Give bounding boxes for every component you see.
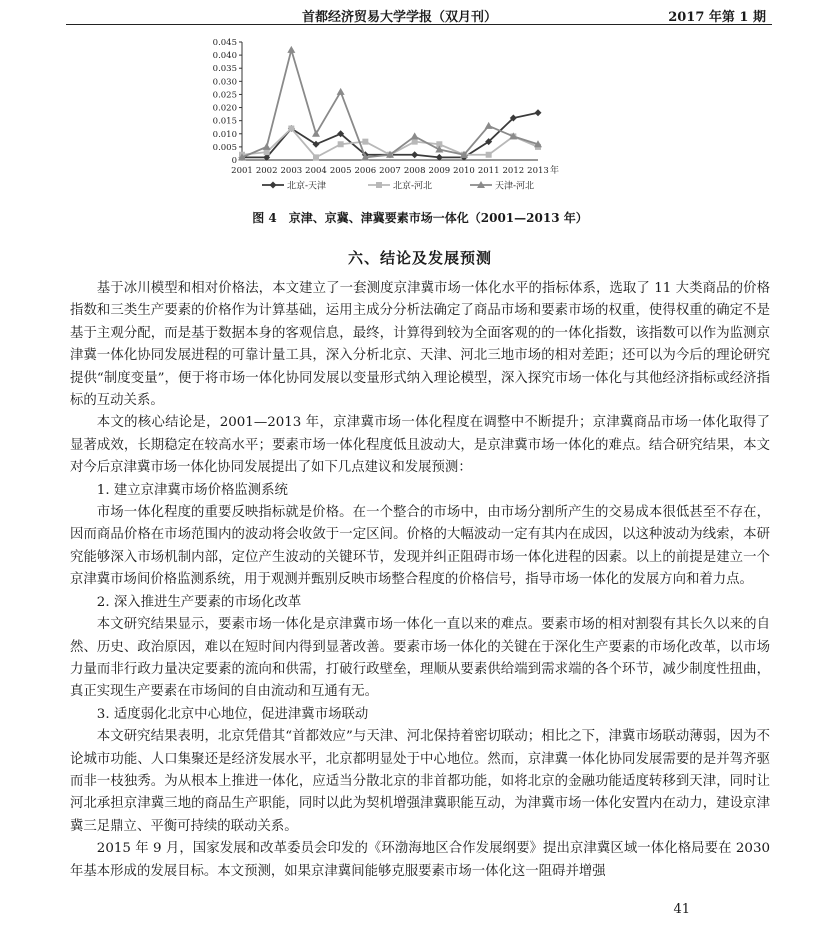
series-triangle	[238, 46, 542, 161]
data-point-square	[264, 149, 270, 155]
running-header	[66, 4, 772, 25]
legend-label: 北京-河北	[393, 181, 433, 192]
x-tick-label: 2006	[354, 166, 377, 176]
journal-title: 首都经济贸易大学学报（双月刊）	[302, 10, 498, 25]
data-point-square	[412, 139, 418, 145]
data-point-triangle	[287, 46, 295, 53]
data-point-diamond	[535, 109, 542, 116]
y-tick-label: 0.005	[212, 142, 237, 153]
chart-series	[238, 46, 542, 161]
series-line	[242, 50, 538, 158]
line-chart	[200, 34, 590, 204]
paragraph: 本文的核心结论是，2001—2013 年，京津冀市场一体化程度在调整中不断提升；京津冀商品市场一体化取得了显著成效，长期稳定在较高水平；要素市场一体化程度低且波动大，是京津冀市场一体化的难点。结合研究结果，本文对今后京津冀市场一体化协同发展提出了如下几点建议和发展预测：	[70, 415, 770, 476]
x-tick-label: 2011	[477, 166, 500, 176]
data-point-square	[376, 182, 382, 188]
issue-label: 2017 年第 1 期	[668, 10, 766, 25]
x-tick-label: 2010	[453, 166, 475, 176]
body-text	[70, 278, 770, 883]
section-heading: 六、结论及发展预测	[347, 249, 492, 267]
data-point-triangle	[337, 88, 345, 95]
x-tick-label: 2009	[428, 166, 451, 176]
paragraph: 基于冰川模型和相对价格法，本文建立了一套测度京津冀市场一体化水平的指标体系，选取了 11 大类商品的价格指数和三类生产要素的价格作为计算基础，运用主成分分析法确定了商品市场和要素市场的权重，使得权重的确定不是基于主观分配，而是基于数据本身的客观信息，最终，计算得到较为全面客观的的一体化指数，该指数可以作为监测京津冀一体化协同发展进程的可靠计量工具，深入分析北京、天津、河北三地市场的相对差距；还可以为今后的理论研究提供“制度变量”，便于将市场一体化协同发展以变量形式纳入理论模型，深入探究市场一体化与其他经济指标或经济指标的互动关系。	[70, 281, 770, 409]
data-point-square	[288, 126, 294, 132]
chart-legend	[262, 180, 534, 192]
subheading: 1. 建立京津冀市场价格监测系统	[96, 482, 288, 498]
y-tick-label: 0.035	[212, 64, 237, 75]
legend-entry	[470, 180, 534, 192]
x-tick-label: 2008	[403, 166, 426, 176]
data-point-triangle	[411, 132, 419, 139]
x-tick-label: 2007	[379, 166, 401, 176]
paragraph: 市场一体化程度的重要反映指标就是价格。在一个整合的市场中，由市场分割所产生的交易成本很低甚至不存在，因而商品价格在市场范围内的波动将会收敛于一定区间。价格的大幅波动一定有其内在成因，以这种波动为线索，本研究能够深入市场机制内部，定位产生波动的关键环节，发现并纠正阻碍市场一体化进程的因素。以上的前提是建立一个京津冀市场间价格监测系统，用于观测并甄别反映市场整合程度的价格信号，指导市场一体化的发展方向和着力点。	[70, 505, 770, 588]
x-tick-label: 2013	[527, 166, 549, 176]
data-point-triangle	[485, 122, 493, 129]
y-tick-label: 0.030	[212, 77, 237, 88]
legend-entry	[368, 180, 432, 192]
x-tick-label: 2003	[280, 166, 303, 176]
page-number: 41	[673, 902, 690, 917]
paragraph: 本文研究结果显示，要素市场一体化是京津冀市场一体化一直以来的难点。要素市场的相对割裂有其长久以来的自然、历史、政治原因，难以在短时间内得到显著改善。要素市场一体化的关键在于深化生产要素的市场化改革，以市场力量而非行政力量决定要素的流向和供需，打破行政壁垒，理顺从要素供给端到需求端的各个环节，减少制度性扭曲，真正实现生产要素在市场间的自由流动和互通有无。	[70, 617, 770, 700]
subheading: 3. 适度弱化北京中心地位，促进津冀市场联动	[96, 706, 369, 722]
data-point-diamond	[411, 151, 418, 158]
y-tick-label: 0	[231, 156, 237, 166]
data-point-square	[362, 139, 368, 145]
legend-entry	[262, 180, 326, 192]
legend-label: 天津-河北	[495, 181, 535, 192]
y-tick-labels	[213, 38, 242, 166]
y-tick-label: 0.015	[212, 116, 237, 127]
x-tick-label: 2002	[255, 166, 278, 176]
y-tick-label: 0.025	[212, 90, 237, 101]
legend-label: 北京-天津	[287, 181, 327, 192]
y-tick-label: 0.040	[212, 51, 237, 62]
x-tick-label: 2001	[231, 166, 253, 176]
x-tick-label: 2005	[329, 166, 352, 176]
subheading: 2. 深入推进生产要素的市场化改革	[96, 594, 302, 610]
data-point-triangle	[263, 143, 271, 150]
paragraph: 本文研究结果表明，北京凭借其“首都效应”与天津、河北保持着密切联动；相比之下，津冀市场联动薄弱，因为不论城市功能、人口集聚还是经济发展水平，北京都明显处于中心地位。然而，京津冀一体化协同发展需要的是并驾齐驱而非一枝独秀。为从根本上推进一体化，应适当分散北京的非首都功能，如将北京的金融功能适度转移到天津，同时让河北承担京津冀三地的商品生产职能，同时以此为契机增强津冀职能互动，为津冀市场一体化安置内在动力，建设京津冀三足鼎立、平衡可持续的联动关系。	[70, 729, 770, 834]
data-point-triangle	[312, 130, 320, 137]
y-tick-label: 0.045	[212, 38, 237, 48]
data-point-diamond	[270, 182, 277, 189]
data-point-square	[486, 152, 492, 158]
y-tick-label: 0.010	[212, 129, 237, 140]
data-point-square	[338, 141, 344, 147]
chart-axes	[242, 42, 538, 160]
data-point-square	[313, 154, 319, 160]
figure-caption: 图 4 京津、京冀、津冀要素市场一体化（2001—2013 年）	[252, 211, 588, 225]
paragraph: 2015 年 9 月，国家发展和改革委员会印发的《环渤海地区合作发展纲要》提出京津冀区域一体化格局要在 2030 年基本形成的发展目标。本文预测，如果京津冀间能够克服要素市场一体化这一阻碍并增强	[70, 841, 770, 879]
x-tick-label: 2004	[305, 166, 327, 176]
x-unit-label: 年	[550, 166, 560, 176]
x-tick-labels	[231, 164, 559, 176]
x-tick-label: 2012	[502, 166, 525, 176]
y-tick-label: 0.020	[212, 103, 237, 114]
